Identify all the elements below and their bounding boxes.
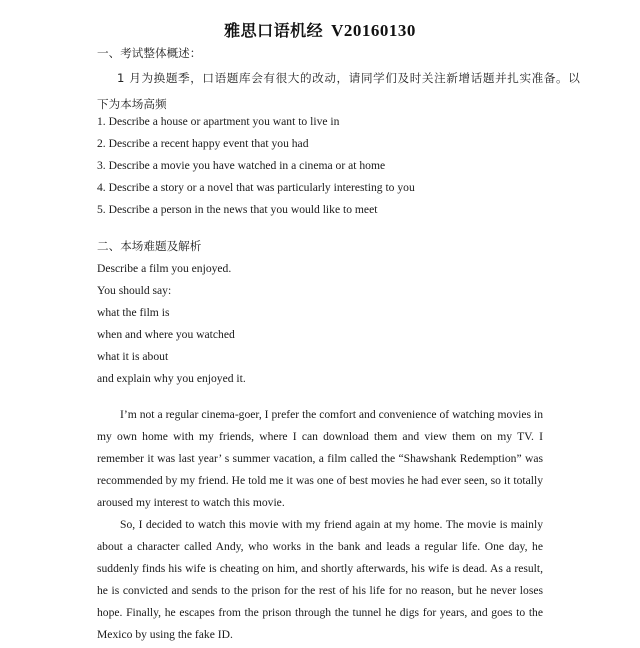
cue-card-line: what it is about xyxy=(97,350,169,363)
title-version: V20160130 xyxy=(331,21,416,40)
title-chinese: 雅思口语机经 xyxy=(224,21,324,40)
topic-item: 1. Describe a house or apartment you want to live in xyxy=(97,115,340,128)
answer-paragraph-1: I’m not a regular cinema-goer, I prefer the comfort and convenience of watching movies in my own home with my friends, where I can download them and view them on my TV. I remember it was last year’ s summer vacation, a film called the “Shawshank Redemption” was recommended by my friend. He told me it was one of best movies he had ever seen, so it totally aroused my interest to watch this movie. xyxy=(97,408,543,509)
answer-paragraph-2: So, I decided to watch this movie with my friend again at my home. The movie is mainly about a character called Andy, who works in the bank and leads a regular life. One day, he suddenly finds his wife is cheating on him, and shortly afterwards, his wife is dead. As a result, he is convicted and sends to the prison for the rest of his life for no reason, but he never loses hope. Finally, he escapes from the prison through the tunnel he digs for years, and goes to the Mexico by using the fake ID. xyxy=(97,518,543,641)
section1-heading: 一、考试整体概述： xyxy=(97,46,202,60)
section2-heading: 二、本场难题及解析 xyxy=(97,239,202,253)
topic-item: 5. Describe a person in the news that you would like to meet xyxy=(97,203,378,216)
cue-card-line: and explain why you enjoyed it. xyxy=(97,372,246,385)
topic-list xyxy=(97,111,415,221)
cue-card-line: when and where you watched xyxy=(97,328,235,341)
cue-card-line: what the film is xyxy=(97,306,170,319)
topic-item: 3. Describe a movie you have watched in a cinema or at home xyxy=(97,159,386,172)
topic-item: 4. Describe a story or a novel that was particularly interesting to you xyxy=(97,181,415,194)
section1-intro-line2: 下为本场高频 xyxy=(97,97,167,111)
cue-card-line: You should say: xyxy=(97,284,172,297)
topic-item: 2. Describe a recent happy event that you had xyxy=(97,137,309,150)
document-title xyxy=(0,18,640,41)
section1-intro-line1: 1 月为换题季，口语题库会有很大的改动，请同学们及时关注新增话题并扎实准备。以 xyxy=(117,71,581,85)
cue-card xyxy=(97,258,246,390)
cue-card-line: Describe a film you enjoyed. xyxy=(97,262,232,275)
